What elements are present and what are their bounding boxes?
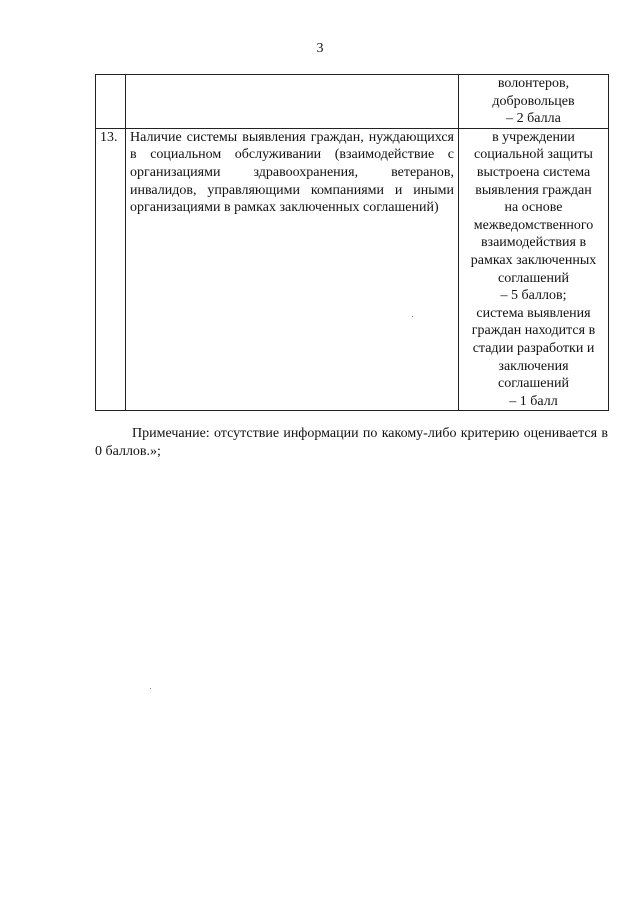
score-line: – 1 балл (509, 393, 558, 409)
score-line: граждан находится в (471, 323, 596, 339)
scan-speck (412, 316, 413, 317)
criteria-table (95, 74, 609, 411)
score-line: соглашений (498, 376, 569, 392)
table-row (96, 128, 609, 411)
score-line: на основе (504, 200, 563, 216)
score-line: межведомственного (473, 217, 594, 233)
scan-speck (150, 688, 151, 689)
criterion-description: Наличие системы выявления граждан, нуждающихся в социальном обслуживании (взаимодействие с организациями здравоохранения, ветеранов, инвалидов, управляющими компаниями и иными организациями в рамках заключенных соглашений) (126, 128, 459, 411)
score-line: заключения (498, 358, 569, 374)
table-row (96, 75, 609, 129)
score-line: – 2 балла (506, 111, 561, 127)
score-line: система выявления (476, 305, 591, 321)
score-line: рамках заключенных (470, 252, 597, 268)
score-line: выявления граждан (475, 182, 592, 198)
score-cell (459, 128, 609, 411)
note-paragraph: Примечание: отсутствие информации по какому-либо критерию оценивается в 0 баллов.»; (95, 426, 608, 459)
page-number: 3 (316, 41, 324, 56)
score-line: в учреждении (492, 129, 575, 145)
row-number: 13. (96, 128, 126, 411)
score-line: социальной защиты (474, 147, 593, 163)
score-line: добровольцев (492, 93, 575, 109)
row-number (96, 75, 126, 129)
score-line: выстроена система (476, 164, 591, 180)
score-line: взаимодействия в (480, 235, 587, 251)
criterion-description (126, 75, 459, 129)
score-cell (459, 75, 609, 129)
score-line: соглашений (498, 270, 569, 286)
score-line: волонтеров, (497, 76, 570, 91)
score-line: – 5 баллов; (500, 288, 567, 304)
score-line: стадии разработки и (472, 340, 595, 356)
